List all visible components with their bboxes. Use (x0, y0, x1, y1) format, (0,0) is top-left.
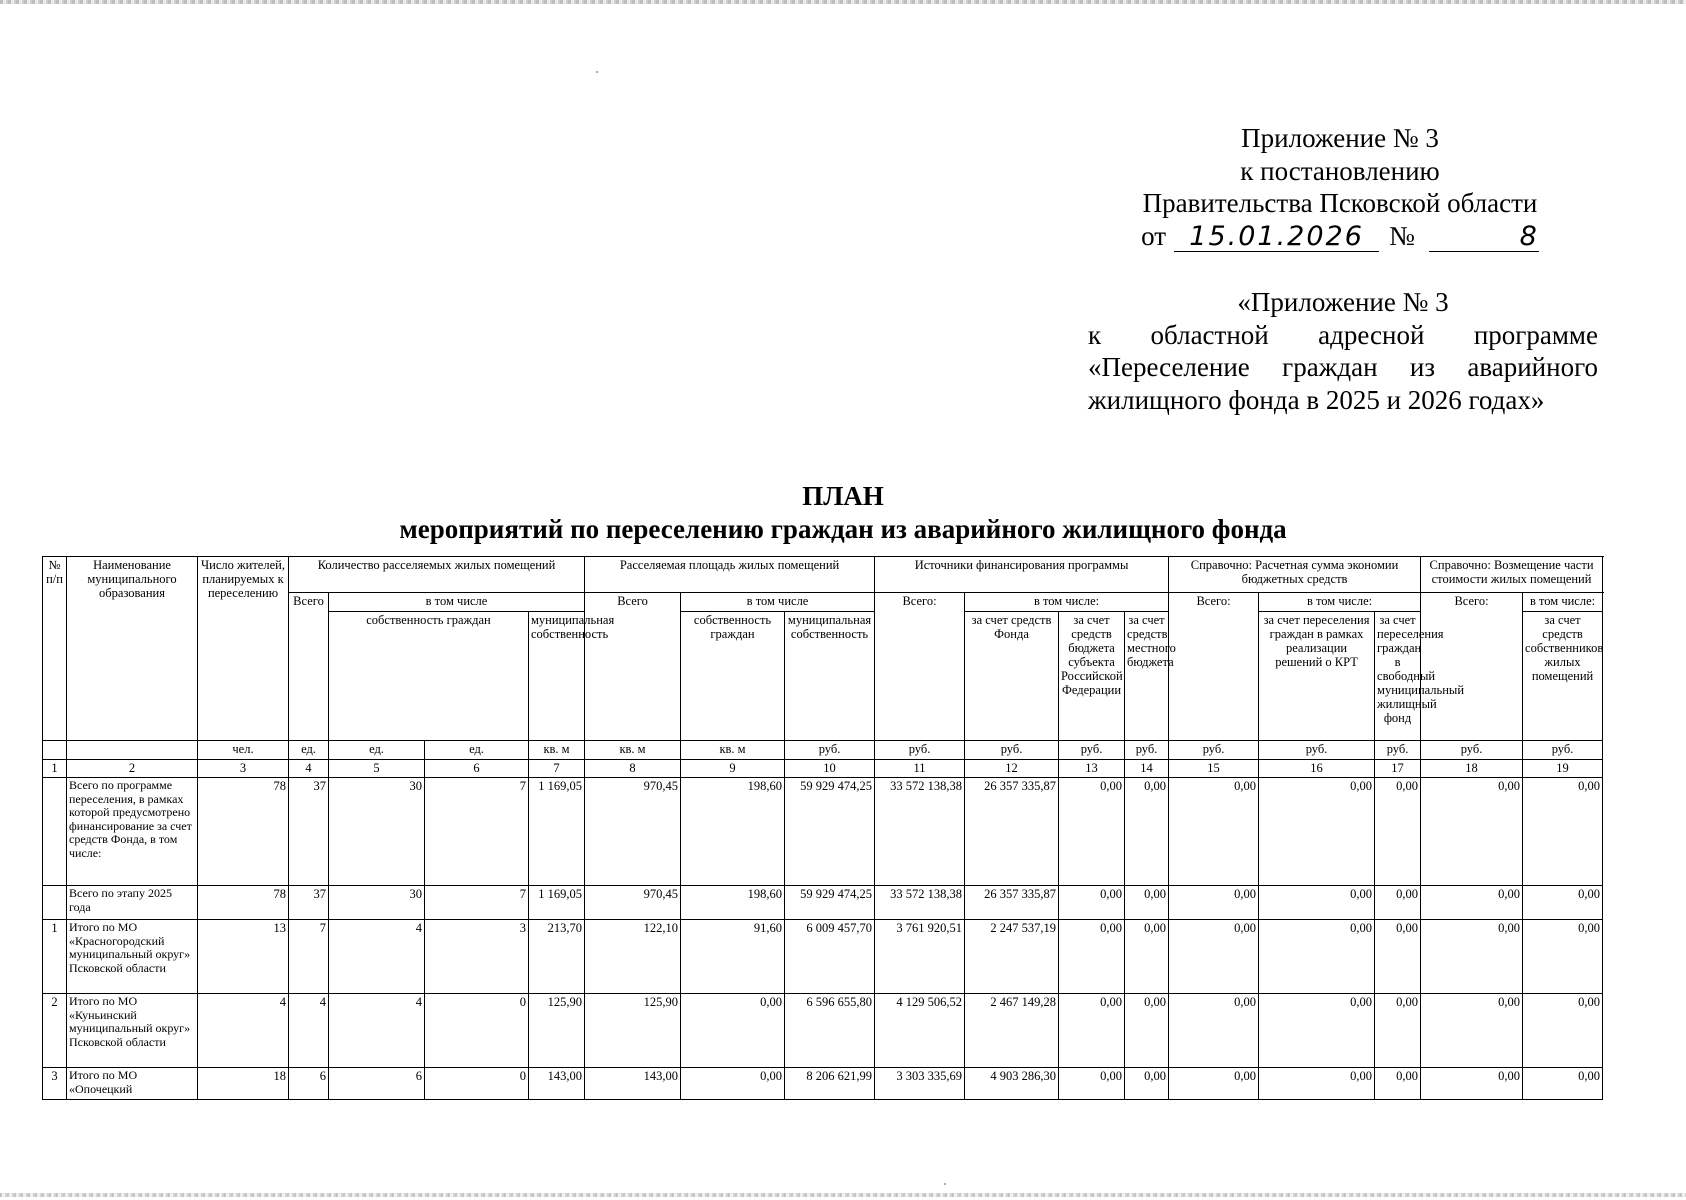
approval-block (1100, 122, 1580, 252)
header-num: № п/п (43, 557, 67, 741)
unit-cell: ед. (329, 741, 425, 760)
approval-line-3: Правительства Псковской области (1142, 188, 1538, 218)
value-cell: 143,00 (529, 1068, 585, 1100)
value-cell: 18 (198, 1068, 289, 1100)
value-cell: 0,00 (1169, 886, 1259, 920)
value-cell: 125,90 (529, 994, 585, 1068)
header-reimb-incl: в том числе: (1523, 593, 1603, 612)
value-cell: 0,00 (1421, 920, 1523, 994)
header-area-own-citizens: собственность граждан (681, 612, 785, 741)
value-cell: 0,00 (1059, 1068, 1125, 1100)
value-cell: 37 (289, 886, 329, 920)
value-cell: 37 (289, 778, 329, 886)
unit-cell: чел. (198, 741, 289, 760)
value-cell: 78 (198, 778, 289, 886)
table-body (43, 778, 1603, 1100)
header-reimbursement-group: Справочно: Возмещение части стоимости жилых помещений (1421, 557, 1603, 593)
scan-edge-top (0, 0, 1686, 4)
column-number-cell: 14 (1125, 760, 1169, 778)
column-number-cell: 13 (1059, 760, 1125, 778)
value-cell: 0,00 (1169, 1068, 1259, 1100)
approval-date-row (1100, 220, 1580, 253)
units-row (43, 741, 1603, 760)
unit-cell: руб. (785, 741, 875, 760)
header-savings-total: Всего: (1169, 593, 1259, 741)
value-cell: 91,60 (681, 920, 785, 994)
header-fund: за счет средств Фонда (965, 612, 1059, 741)
value-cell: 4 (329, 994, 425, 1068)
value-cell: 0,00 (1375, 778, 1421, 886)
value-cell: 6 596 655,80 (785, 994, 875, 1068)
row-name-cell: Итого по МО «Куньинский муниципальный округ» Псковской области (67, 994, 198, 1068)
row-number-cell (43, 778, 67, 886)
value-cell: 0,00 (681, 994, 785, 1068)
value-cell: 0,00 (1259, 886, 1375, 920)
value-cell: 30 (329, 886, 425, 920)
unit-cell: руб. (1059, 741, 1125, 760)
column-numbers-row (43, 760, 1603, 778)
value-cell: 0 (425, 994, 529, 1068)
unit-cell: кв. м (681, 741, 785, 760)
header-reimb-total: Всего: (1421, 593, 1523, 741)
value-cell: 0,00 (1421, 778, 1523, 886)
value-cell: 3 303 335,69 (875, 1068, 965, 1100)
value-cell: 0,00 (1125, 886, 1169, 920)
value-cell: 0,00 (1259, 920, 1375, 994)
table-row (43, 1068, 1603, 1100)
unit-cell: руб. (1169, 741, 1259, 760)
value-cell: 0,00 (1421, 994, 1523, 1068)
row-number-cell: 3 (43, 1068, 67, 1100)
value-cell: 0,00 (1125, 920, 1169, 994)
value-cell: 1 169,05 (529, 886, 585, 920)
table-row (43, 886, 1603, 920)
table-row (43, 778, 1603, 886)
column-number-cell: 9 (681, 760, 785, 778)
header-savings-incl: в том числе: (1259, 593, 1421, 612)
row-name-cell: Всего по этапу 2025 года (67, 886, 198, 920)
unit-cell: руб. (1523, 741, 1603, 760)
value-cell: 2 467 149,28 (965, 994, 1059, 1068)
annex-line-4: жилищного фонда в 2025 и 2026 годах» (1088, 384, 1545, 415)
annex-word: к (1088, 319, 1102, 350)
unit-cell (67, 741, 198, 760)
approval-line-1: Приложение № 3 (1241, 123, 1439, 153)
value-cell: 0,00 (1169, 778, 1259, 886)
value-cell: 7 (289, 920, 329, 994)
header-name: Наименование муниципального образования (67, 557, 198, 741)
value-cell: 8 206 621,99 (785, 1068, 875, 1100)
unit-cell: руб. (1259, 741, 1375, 760)
scan-edge-bottom (0, 1193, 1686, 1197)
annex-word: из (1409, 352, 1436, 382)
resolution-date: 15.01.2026 (1174, 223, 1379, 252)
column-number-cell: 16 (1259, 760, 1375, 778)
annex-line-1: «Приложение № 3 (1237, 287, 1449, 317)
value-cell: 7 (425, 886, 529, 920)
value-cell: 970,45 (585, 778, 681, 886)
header-rooms-municipal: муниципальная собственность (529, 612, 585, 741)
unit-cell: кв. м (529, 741, 585, 760)
value-cell: 0,00 (681, 1068, 785, 1100)
value-cell: 0,00 (1375, 886, 1421, 920)
header-rooms-incl: в том числе (329, 593, 585, 612)
column-number-cell: 8 (585, 760, 681, 778)
value-cell: 0,00 (1125, 994, 1169, 1068)
value-cell: 59 929 474,25 (785, 778, 875, 886)
scan-speck (596, 71, 598, 73)
row-number-cell (43, 886, 67, 920)
header-area-incl: в том числе (681, 593, 875, 612)
annex-word: аварийного (1467, 352, 1598, 382)
header-area-municipal: муниципальная собственность (785, 612, 875, 741)
value-cell: 59 929 474,25 (785, 886, 875, 920)
number-label: № (1389, 220, 1415, 251)
value-cell: 0,00 (1523, 920, 1603, 994)
value-cell: 0,00 (1169, 994, 1259, 1068)
value-cell: 7 (425, 778, 529, 886)
value-cell: 33 572 138,38 (875, 886, 965, 920)
resolution-number: 8 (1429, 223, 1539, 252)
column-number-cell: 5 (329, 760, 425, 778)
from-label: от (1141, 220, 1167, 251)
plan-subtitle: мероприятий по переселению граждан из аварийного жилищного фонда (399, 514, 1287, 544)
table-row (43, 994, 1603, 1068)
value-cell: 4 129 506,52 (875, 994, 965, 1068)
header-resettle-free: за счет переселения граждан в свободный муниципальный жилищный фонд (1375, 612, 1421, 741)
value-cell: 0,00 (1523, 994, 1603, 1068)
value-cell: 0,00 (1125, 778, 1169, 886)
value-cell: 0,00 (1259, 778, 1375, 886)
unit-cell: руб. (1375, 741, 1421, 760)
unit-cell: ед. (425, 741, 529, 760)
annex-word: граждан (1282, 352, 1378, 382)
value-cell: 0,00 (1375, 1068, 1421, 1100)
header-residents: Число жителей, планируемых к переселению (198, 557, 289, 741)
annex-word: «Переселение (1088, 352, 1250, 382)
column-number-cell: 19 (1523, 760, 1603, 778)
column-number-cell: 12 (965, 760, 1059, 778)
annex-word: программе (1473, 319, 1598, 350)
column-number-cell: 1 (43, 760, 67, 778)
approval-line-2: к постановлению (1240, 155, 1440, 186)
unit-cell: руб. (1125, 741, 1169, 760)
scan-speck (944, 1183, 946, 1185)
value-cell: 3 (425, 920, 529, 994)
unit-cell: руб. (1421, 741, 1523, 760)
value-cell: 3 761 920,51 (875, 920, 965, 994)
value-cell: 143,00 (585, 1068, 681, 1100)
header-owners-funds: за счет средств собственников жилых помещений (1523, 612, 1603, 741)
value-cell: 0,00 (1375, 994, 1421, 1068)
row-name-cell: Итого по МО «Опочецкий (67, 1068, 198, 1100)
header-area-total: Всего (585, 593, 681, 741)
row-name-cell: Всего по программе переселения, в рамках которой предусмотрено финансирование за счет средств Фонда, в том числе: (67, 778, 198, 886)
value-cell: 0,00 (1421, 886, 1523, 920)
value-cell: 0,00 (1125, 1068, 1169, 1100)
value-cell: 122,10 (585, 920, 681, 994)
value-cell: 0,00 (1259, 1068, 1375, 1100)
value-cell: 0,00 (1259, 994, 1375, 1068)
plan-title: ПЛАН (802, 481, 884, 511)
annex-line-2 (1088, 319, 1598, 352)
unit-cell: ед. (289, 741, 329, 760)
annex-word: областной (1150, 319, 1269, 350)
value-cell: 198,60 (681, 778, 785, 886)
header-resettle-krt: за счет переселения граждан в рамках реализации решений о КРТ (1259, 612, 1375, 741)
value-cell: 78 (198, 886, 289, 920)
value-cell: 4 (329, 920, 425, 994)
value-cell: 1 169,05 (529, 778, 585, 886)
header-rooms-group: Количество расселяемых жилых помещений (289, 557, 585, 593)
column-number-cell: 17 (1375, 760, 1421, 778)
header-savings-group: Справочно: Расчетная сумма экономии бюджетных средств (1169, 557, 1421, 593)
row-name-cell: Итого по МО «Красногородский муниципальный округ» Псковской области (67, 920, 198, 994)
unit-cell: руб. (875, 741, 965, 760)
header-area-group: Расселяемая площадь жилых помещений (585, 557, 875, 593)
column-number-cell: 15 (1169, 760, 1259, 778)
header-rooms-own-citizens: собственность граждан (329, 612, 529, 741)
value-cell: 26 357 335,87 (965, 886, 1059, 920)
value-cell: 30 (329, 778, 425, 886)
plan-title-block (0, 480, 1686, 546)
column-number-cell: 18 (1421, 760, 1523, 778)
table-header (43, 557, 1603, 778)
column-number-cell: 2 (67, 760, 198, 778)
value-cell: 0,00 (1059, 920, 1125, 994)
annex-word: адресной (1318, 319, 1425, 350)
value-cell: 0,00 (1375, 920, 1421, 994)
column-number-cell: 4 (289, 760, 329, 778)
value-cell: 0 (425, 1068, 529, 1100)
value-cell: 26 357 335,87 (965, 778, 1059, 886)
value-cell: 0,00 (1059, 778, 1125, 886)
value-cell: 0,00 (1421, 1068, 1523, 1100)
unit-cell: кв. м (585, 741, 681, 760)
value-cell: 4 903 286,30 (965, 1068, 1059, 1100)
unit-cell: руб. (965, 741, 1059, 760)
value-cell: 198,60 (681, 886, 785, 920)
value-cell: 0,00 (1169, 920, 1259, 994)
column-number-cell: 11 (875, 760, 965, 778)
column-number-cell: 10 (785, 760, 875, 778)
header-local-budget: за счет средств местного бюджета (1125, 612, 1169, 741)
value-cell: 2 247 537,19 (965, 920, 1059, 994)
value-cell: 4 (198, 994, 289, 1068)
header-finance-incl: в том числе: (965, 593, 1169, 612)
value-cell: 6 (289, 1068, 329, 1100)
value-cell: 4 (289, 994, 329, 1068)
column-number-cell: 3 (198, 760, 289, 778)
row-number-cell: 2 (43, 994, 67, 1068)
value-cell: 0,00 (1523, 778, 1603, 886)
column-number-cell: 7 (529, 760, 585, 778)
value-cell: 6 009 457,70 (785, 920, 875, 994)
value-cell: 0,00 (1059, 886, 1125, 920)
plan-table (42, 556, 1603, 1100)
value-cell: 970,45 (585, 886, 681, 920)
value-cell: 0,00 (1059, 994, 1125, 1068)
value-cell: 125,90 (585, 994, 681, 1068)
value-cell: 0,00 (1523, 886, 1603, 920)
annex-block (1088, 286, 1598, 416)
value-cell: 0,00 (1523, 1068, 1603, 1100)
unit-cell (43, 741, 67, 760)
column-number-cell: 6 (425, 760, 529, 778)
value-cell: 33 572 138,38 (875, 778, 965, 886)
header-rooms-total: Всего (289, 593, 329, 741)
row-number-cell: 1 (43, 920, 67, 994)
value-cell: 13 (198, 920, 289, 994)
annex-line-3 (1088, 351, 1598, 384)
table-row (43, 920, 1603, 994)
header-finance-total: Всего: (875, 593, 965, 741)
header-region-budget: за счет средств бюджета субъекта Российской Федерации (1059, 612, 1125, 741)
value-cell: 6 (329, 1068, 425, 1100)
value-cell: 213,70 (529, 920, 585, 994)
header-finance-group: Источники финансирования программы (875, 557, 1169, 593)
